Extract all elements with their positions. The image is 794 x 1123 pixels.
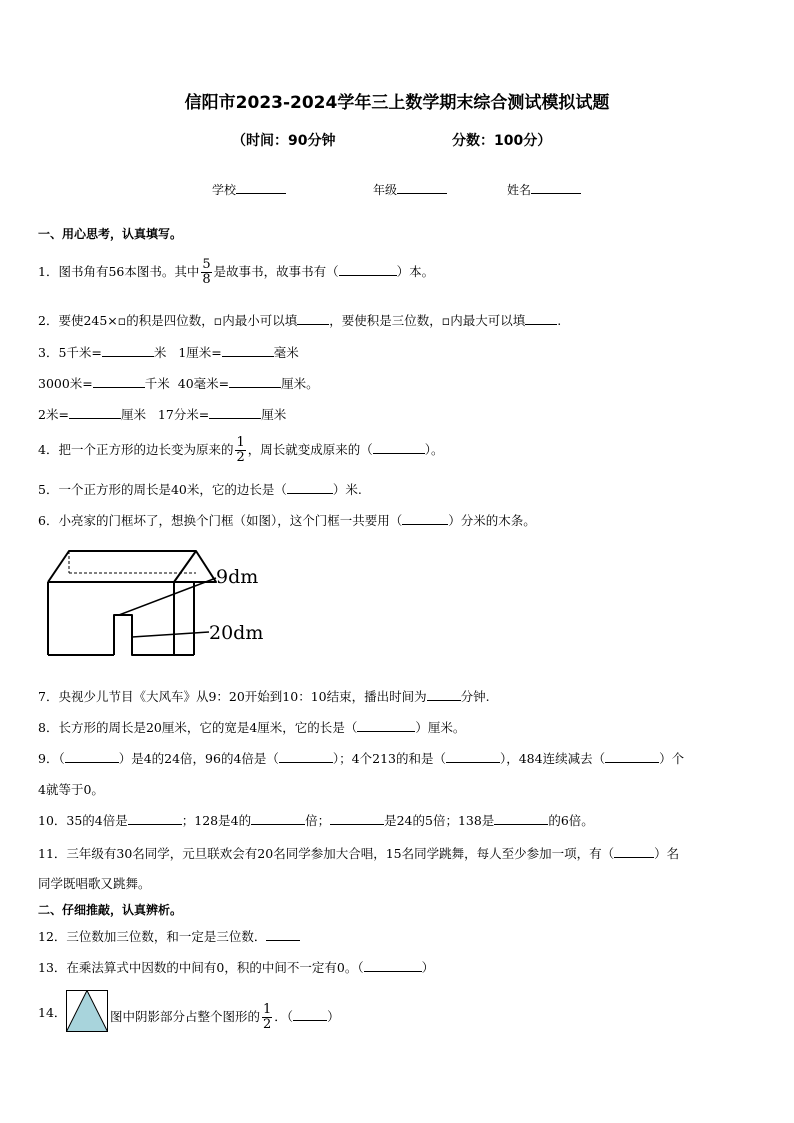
question-3-line-1: 3．5千米= 米 1厘米= 毫米 [38,345,299,360]
section-1-heading: 一、用心思考，认真填写。 [38,227,183,241]
question-5: 5．一个正方形的周长是40米，它的边长是（ ）米. [38,482,362,497]
answer-blank[interactable] [427,688,461,701]
page-title: 信阳市2023-2024学年三上数学期末综合测试模拟试题 [184,93,610,113]
question-13: 13．在乘法算式中因数的中间有0，积的中间不一定有0。（ ） [38,960,435,975]
question-6: 6．小亮家的门框坏了，想换个门框（如图），这个门框一共要用（ ）分米的木条。 [38,513,536,528]
answer-blank[interactable] [266,928,300,941]
question-10: 10．35的4倍是 ；128是4的 倍； 是24的5倍；138是 的6倍。 [38,813,594,828]
question-9: 9．（ ）是4的24倍，96的4倍是（ ）；4个213的和是（ ），484连续减去（ ）个 [38,751,685,766]
question-14-number: 14． [38,1005,67,1020]
question-8: 8．长方形的周长是20厘米，它的宽是4厘米，它的长是（ ）厘米。 [38,720,466,735]
fraction: $\frac{1}{2}$ [236,435,245,465]
answer-blank[interactable] [65,750,119,763]
answer-blank[interactable] [330,812,384,825]
question-11-cont: 同学既唱歌又跳舞。 [38,876,151,891]
school-field[interactable]: 学校 [212,181,286,198]
question-4: 4．把一个正方形的边长变为原来的 $\frac{1}{2}$ ，周长就变成原来的（ ）。 [38,435,444,465]
fraction: $\frac{5}{8}$ [202,257,211,287]
question-3-line-3: 2米= 厘米 17分米= 厘米 [38,407,287,422]
question-11: 11．三年级有30名同学，元旦联欢会有20名同学参加大合唱，15名同学跳舞，每人至少参加一项，有（ ）名 [38,846,680,861]
label-20dm: 20dm [209,622,264,644]
answer-blank[interactable] [128,812,182,825]
question-12: 12．三位数加三位数，和一定是三位数． [38,927,300,945]
answer-blank[interactable] [446,750,500,763]
answer-blank[interactable] [605,750,659,763]
answer-blank[interactable] [229,375,281,388]
answer-blank[interactable] [93,375,145,388]
answer-blank[interactable] [614,845,654,858]
name-field[interactable]: 姓名 [507,181,581,198]
answer-blank[interactable] [102,344,154,357]
exam-score: 分数：100分） [452,133,552,149]
question-9-cont: 4就等于0。 [38,782,104,797]
answer-blank[interactable] [279,750,333,763]
answer-blank[interactable] [297,312,329,325]
door-frame-figure [44,545,284,660]
question-2: 2．要使245×▫的积是四位数，▫内最小可以填 ，要使积是三位数，▫内最大可以填 . [38,313,562,328]
answer-blank[interactable] [293,1008,327,1021]
answer-blank[interactable] [251,812,305,825]
answer-blank[interactable] [287,481,333,494]
exam-time: （时间：90分钟 [232,133,336,149]
question-7: 7．央视少儿节目《大风车》从9：20开始到10：10结束，播出时间为 分钟. [38,689,490,704]
question-1: 1．图书角有56本图书。其中 $\frac{5}{8}$ 是故事书，故事书有（ ）本。 [38,257,435,287]
answer-blank[interactable] [339,263,397,276]
answer-blank[interactable] [357,719,415,732]
grade-field[interactable]: 年级 [373,181,447,198]
answer-blank[interactable] [69,406,121,419]
answer-blank[interactable] [209,406,261,419]
section-2-heading: 二、仔细推敲，认真辨析。 [38,903,183,917]
answer-blank[interactable] [402,512,448,525]
shaded-triangle-figure [66,990,108,1032]
label-9dm: 9dm [216,566,259,588]
answer-blank[interactable] [494,812,548,825]
answer-blank[interactable] [222,344,274,357]
question-14: 图中阴影部分占整个图形的 $\frac{1}{2}$ ．（ ） [110,1002,340,1032]
answer-blank[interactable] [364,959,422,972]
fraction: $\frac{1}{2}$ [263,1002,272,1032]
question-3-line-2: 3000米= 千米 40毫米= 厘米。 [38,376,319,391]
answer-blank[interactable] [373,441,425,454]
answer-blank[interactable] [525,312,557,325]
